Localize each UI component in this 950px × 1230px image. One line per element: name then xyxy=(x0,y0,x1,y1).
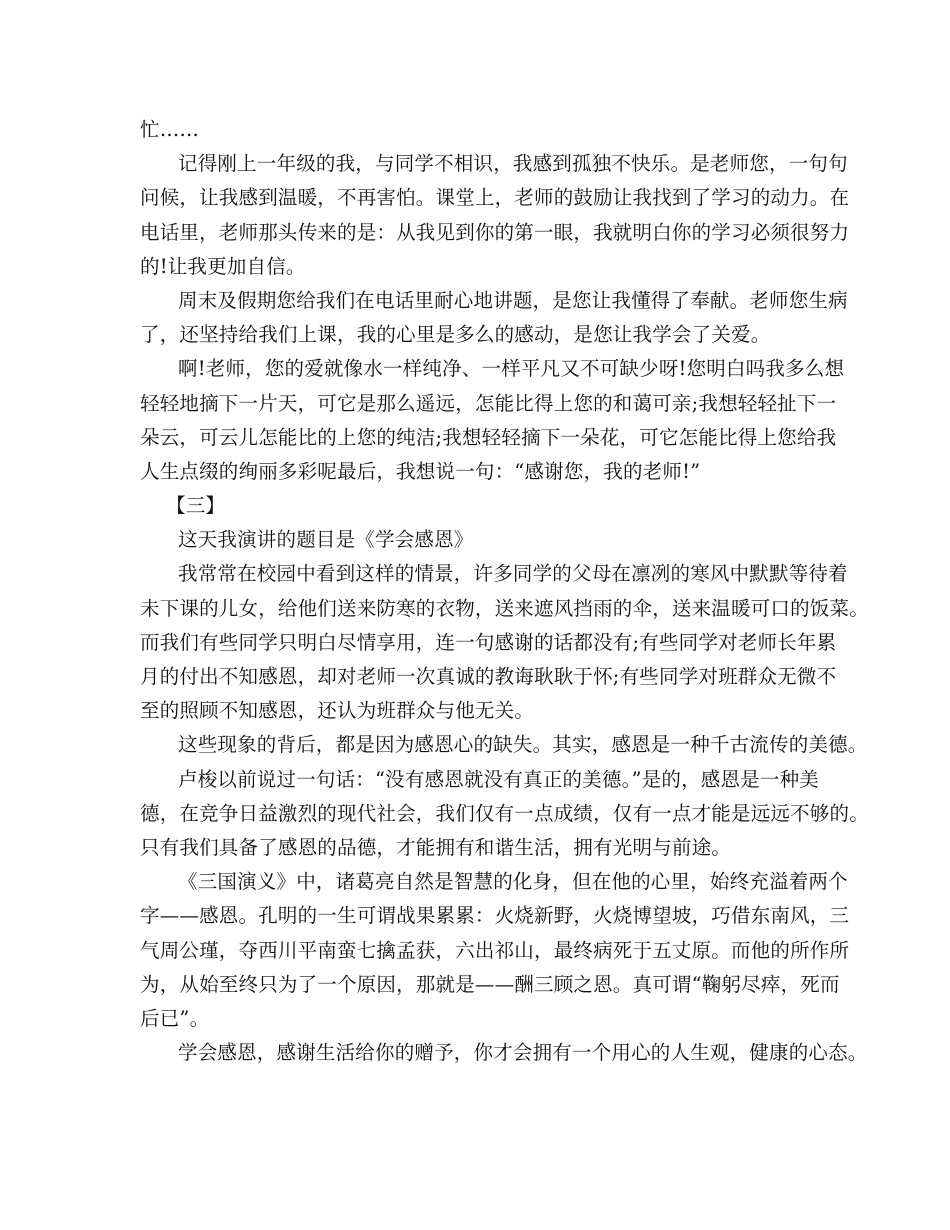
paragraph-start: 学会感恩，感谢生活给你的赠予，你才会拥有一个用心的人生观，健康的心态。 xyxy=(178,1041,868,1065)
text-line: 人生点缀的绚丽多彩呢最后，我想说一句：“感谢您，我的老师!” xyxy=(140,459,701,483)
paragraph-start: 这些现象的背后，都是因为感恩心的缺失。其实，感恩是一种千古流传的美德。 xyxy=(178,733,868,757)
text-line: 轻轻地摘下一片天，可它是那么遥远，怎能比得上您的和蔼可亲;我想轻轻扯下一 xyxy=(140,391,837,415)
text-line: 的!让我更加自信。 xyxy=(140,254,306,278)
text-line: 月的付出不知感恩，却对老师一次真诚的教诲耿耿于怀;有些同学对班群众无微不 xyxy=(140,665,837,688)
text-line: 只有我们具备了感恩的品德，才能拥有和谐生活，拥有光明与前途。 xyxy=(140,835,732,859)
text-line: 问候，让我感到温暖，不再害怕。课堂上，老师的鼓励让我找到了学习的动力。在 xyxy=(140,186,850,210)
text-line: 德，在竞争日益激烈的现代社会，我们仅有一点成绩，仅有一点才能是远远不够的。 xyxy=(140,801,869,825)
paragraph-start: 啊!老师，您的爱就像水一样纯净、一样平凡又不可缺少呀!您明白吗我多么想 xyxy=(178,357,845,381)
text-line: 为，从始至终只为了一个原因，那就是——酬三顾之恩。真可谓“鞠躬尽瘁，死而 xyxy=(140,972,840,996)
text-line: 而我们有些同学只明白尽情享用，连一句感谢的话都没有;有些同学对老师长年累 xyxy=(140,630,837,654)
text-line: 后已”。 xyxy=(140,1006,210,1030)
paragraph-start: 记得刚上一年级的我，与同学不相识，我感到孤独不快乐。是老师您，一句句 xyxy=(178,152,848,176)
text-line: 至的照顾不知感恩，还认为班群众与他无关。 xyxy=(140,699,535,723)
text-line: 朵云，可云儿怎能比的上您的纯洁;我想轻轻摘下一朵花，可它怎能比得上您给我 xyxy=(140,425,837,449)
text-line: 字——感恩。孔明的一生可谓战果累累：火烧新野，火烧博望坡，巧借东南风，三 xyxy=(140,904,850,928)
paragraph-start: 这天我演讲的题目是《学会感恩》 xyxy=(178,528,474,552)
paragraph-start: 周末及假期您给我们在电话里耐心地讲题，是您让我懂得了奉献。老师您生病 xyxy=(178,288,848,312)
text-line: 了，还坚持给我们上课，我的心里是多么的感动，是您让我学会了关爱。 xyxy=(140,323,771,347)
paragraph-start: 《三国演义》中，诸葛亮自然是智慧的化身，但在他的心里，始终充溢着两个 xyxy=(178,870,848,894)
paragraph-start: 卢梭以前说过一句话：“没有感恩就没有真正的美德。”是的，感恩是一种美 xyxy=(178,767,819,791)
text-line: 电话里，老师那头传来的是：从我见到你的第一眼，我就明白你的学习必须很努力 xyxy=(140,220,850,244)
paragraph-start: 我常常在校园中看到这样的情景，许多同学的父母在凛冽的寒风中默默等待着 xyxy=(178,562,848,586)
text-line: 气周公瑾，夺西川平南蛮七擒孟获，六出祁山，最终病死于五丈原。而他的所作所 xyxy=(140,938,850,962)
document-page xyxy=(140,113,869,1070)
section-heading: 【三】 xyxy=(166,494,226,518)
text-line: 忙…… xyxy=(140,118,200,141)
text-line: 未下课的儿女，给他们送来防寒的衣物，送来遮风挡雨的伞，送来温暖可口的饭菜。 xyxy=(140,596,869,620)
